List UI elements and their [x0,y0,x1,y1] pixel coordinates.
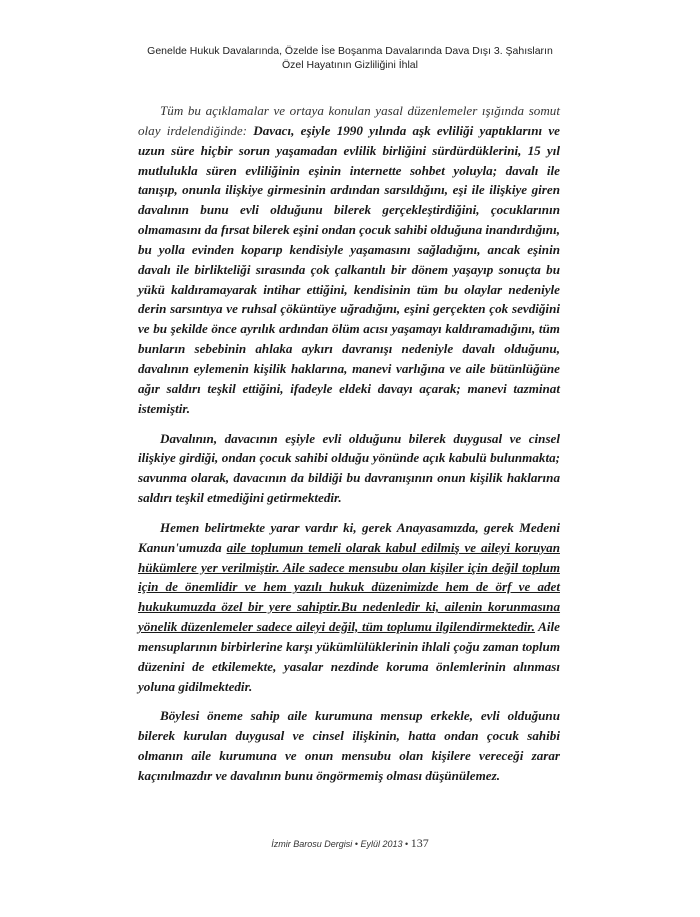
footer-separator: • [354,839,358,849]
paragraph-3-part-2: Aile mensuplarının birbirlerine karşı yükümlülüklerinin ihlali çoğu zaman toplum düzenini de etkilemekte, yasalar nezdinde koruma önlemlerinin alınması yoluna gidilmektedir. [138,619,560,694]
page-footer [0,836,700,851]
running-header [0,44,700,72]
running-header-line-2: Özel Hayatının Gizliliğini İhlal [282,59,418,71]
running-header-line-1: Genelde Hukuk Davalarında, Özelde İse Boşanma Davalarında Dava Dışı 3. Şahısların [147,45,553,57]
paragraph-3-underlined-1: aile toplumun temeli olarak kabul edilmiş ve aileyi koruyan hükümlere yer verilmiştir. Aile sadece mensubu olan kişiler için değil toplum için de önemlidir ve hem yazılı hukuk düzenimizde hem de örf ve adet hukukumuzda özel bir yere sahiptir. [138,539,560,615]
paragraph-3-part-1: Hemen belirtmekte yarar vardır ki, gerek Anayasamızda, gerek Medeni Kanun'umuzda [138,519,560,555]
page-number: 137 [410,836,429,850]
paragraph-3 [138,518,560,697]
paragraph-1-body: Davacı, eşiyle 1990 yılında aşk evliliği yaptıklarını ve uzun süre hiçbir sorun yaşamadan evlilik birliğini sürdürdüklerini, 15 yıl mutlulukla süren evliliğinin eşinin internette sohbet yoluyla; davalı ile tanışıp, onunla ilişkiye girmesinin ardından sarsıldığını, eşi ile ilişkiye giren davalının bunu evli olduğunu bilerek gerçekleştirdiğini, çocuklarının olmamasını da fırsat bilerek eşini ondan çocuk sahibi olduğuna inandırdığını, bu yolla evinden koparıp kendisiyle yaşamasını sağladığını, ancak eşinin davalı ile birlikteliği sırasında çok çalkantılı bir dönem yaşayıp sonuçta bu yükü kaldıramayarak intihar ettiğini, kendisinin tüm bu olaylar nedeniyle derin sarsıntıya ve ruhsal çöküntüye uğradığını, eşini gerçekten çok sevdiğini ve bu şekilde önce ayrılık ardından ölüm acısı yaşamayı kaldıramadığını, tüm bunların sebebinin ahlaka aykırı davranışı nedeniyle davalı olduğunu, davalının eylemenin kişilik haklarına, manevi varlığına ve aile bütünlüğüne ağır saldırı teşkil ettiğini, ifadeyle eldeki davayı açarak; manevi tazminat istemiştir. [138,122,560,416]
footer-separator-2: • [405,839,409,849]
paragraph-1 [138,101,560,419]
paragraph-3-underlined-2: Bu nedenledir ki, ailenin korunmasına yönelik düzenlemeler sadece aileyi değil, tüm toplumu ilgilendirmektedir. [138,599,561,635]
issue-date: Eylül 2013 [360,839,403,849]
paragraph-1-intro: Tüm bu açıklamalar ve ortaya konulan yasal düzenlemeler ışığında somut olay irdelendiğinde: [138,103,560,138]
paragraph-4: Böylesi öneme sahip aile kurumuna mensup erkekle, evli olduğunu bilerek kurulan duygusal ve cinsel ilişkinin, hatta ondan çocuk sahibi olmanın aile kurumuna ve onun mensubu olan kişilere vereceği zarar kaçınılmazdır ve davalının bunu öngörmemiş olması düşünülemez. [138,708,560,783]
journal-name: İzmir Barosu Dergisi [271,839,353,849]
paragraph-2: Davalının, davacının eşiyle evli olduğunu bilerek duygusal ve cinsel ilişkiye girdiği, ondan çocuk sahibi olduğu yönünde açık kabulü bulunmakta; savunma olarak, davacının da bildiği bu davranışının onun kişilik haklarına saldırı teşkil etmediğini getirmektedir. [138,430,560,506]
article-body [138,101,560,796]
